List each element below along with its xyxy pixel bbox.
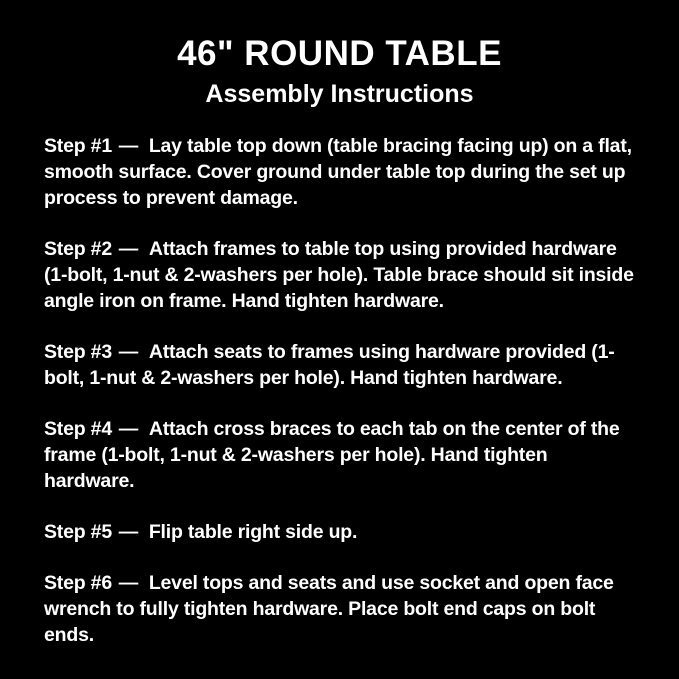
step-4-dash: — [118,418,139,441]
step-5-label: Step #5 [44,521,112,544]
step-2-dash: — [118,238,139,261]
step-1 [44,133,635,211]
step-6-label: Step #6 [44,572,112,595]
step-3-text: Attach seats to frames using hardware provided (1-bolt, 1-nut & 2-washers per hole). Hand tighten hardware. [44,341,615,390]
step-2 [44,236,635,314]
page-title: 46" ROUND TABLE [177,34,502,73]
step-1-label: Step #1 [44,135,112,158]
step-1-dash: — [118,135,139,158]
steps-list [44,133,635,648]
step-3 [44,339,635,391]
step-1-text: Lay table top down (table bracing facing up) on a flat, smooth surface. Cover ground under table top during the set up process to prevent damage. [44,135,632,210]
step-6-dash: — [118,572,139,595]
step-5-dash: — [118,521,139,544]
step-3-dash: — [118,341,139,364]
step-2-text: Attach frames to table top using provided hardware (1-bolt, 1-nut & 2-washers per hole). Table brace should sit inside angle iron on frame. Hand tighten hardware. [44,238,634,313]
step-2-label: Step #2 [44,238,112,261]
step-5 [44,519,635,545]
header [44,36,635,108]
step-6 [44,570,635,648]
step-6-text: Level tops and seats and use socket and open face wrench to fully tighten hardware. Place bolt end caps on bolt ends. [44,572,614,647]
step-3-label: Step #3 [44,341,112,364]
step-4-text: Attach cross braces to each tab on the center of the frame (1-bolt, 1-nut & 2-washers per hole). Hand tighten hardware. [44,418,620,493]
page-subtitle: Assembly Instructions [205,79,474,108]
step-5-text: Flip table right side up. [148,521,358,544]
step-4-label: Step #4 [44,418,112,441]
step-4 [44,416,635,494]
